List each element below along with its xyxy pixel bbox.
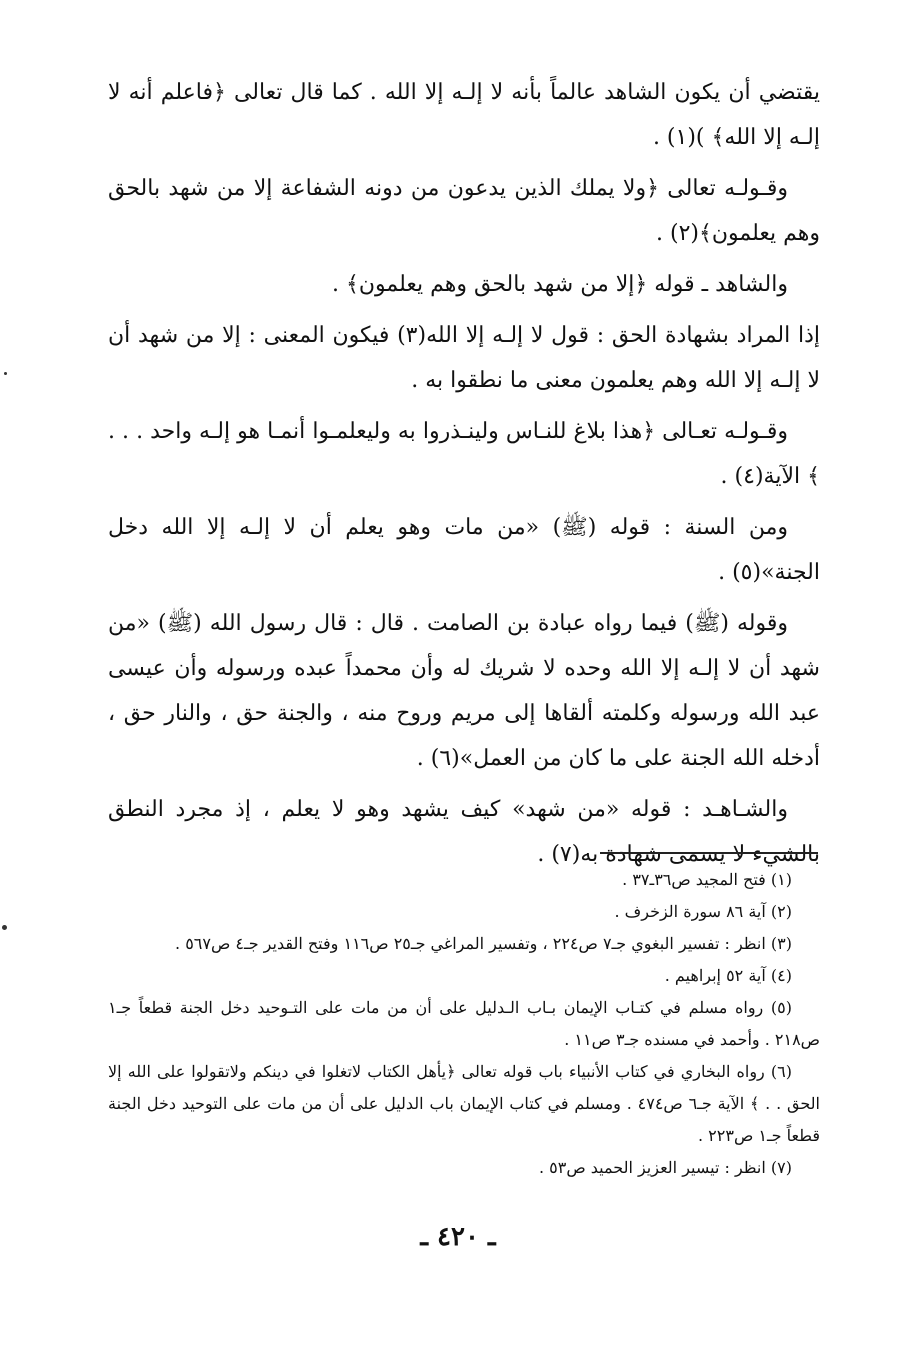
footnotes xyxy=(108,864,820,1184)
footnote-7: (٧) انظر : تيسير العزيز الحميد ص٥٣ . xyxy=(538,1158,792,1177)
footnote-2: (٢) آية ٨٦ سورة الزخرف . xyxy=(614,902,792,921)
footnote-1: (١) فتح المجيد ص٣٦ـ٣٧ . xyxy=(622,870,792,889)
paragraph-8: والشـاهـد : قوله «من شهد» كيف يشهد وهو لا يعلم ، إذ مجرد النطق بالشيء لا يسمى شهادة به(٧) . xyxy=(108,797,820,867)
paragraph-2: وقـولـه تعالى ﴿ولا يملك الذين يدعون من دونه الشفاعة إلا من شهد بالحق وهم يعلمون﴾(٢) . xyxy=(108,176,820,246)
footnote-5: (٥) رواه مسلم في كتـاب الإيمان بـاب الـدليل على أن من مات على التـوحيد دخل الجنة قطعاً جـ١ ص٢١٨ . وأحمد في مسنده جـ٣ ص١١ . xyxy=(108,998,820,1049)
paragraph-5: وقـولـه تعـالى ﴿هذا بلاغ للنـاس ولينـذروا به وليعلمـوا أنمـا هو إلـه واحد . . . ﴾ الآية(٤) . xyxy=(108,419,820,489)
page-number: ـ ٤٢٠ ـ xyxy=(420,1222,496,1252)
footnote-4: (٤) آية ٥٢ إبراهيم . xyxy=(664,966,792,985)
paragraph-4: إذا المراد بشهادة الحق : قول لا إلـه إلا الله(٣) فيكون المعنى : إلا من شهد أن لا إلـه إلا الله وهم يعلمون معنى ما نطقوا به . xyxy=(108,323,821,393)
footnote-6: (٦) رواه البخاري في كتاب الأنبياء باب قوله تعالى ﴿يأهل الكتاب لاتغلوا في دينكم ولاتقولوا على الله إلا الحق . . ﴾ الآية جـ٦ ص٤٧٤ . ومسلم في كتاب الإيمان باب الدليل على أن من مات على التوحيد دخل الجنة قطعاً جـ١ ص٢٢٣ . xyxy=(108,1062,820,1145)
paragraph-6: ومن السنة : قوله (ﷺ) «من مات وهو يعلم أن لا إلـه إلا الله دخل الجنة»(٥) . xyxy=(108,515,820,585)
footnote-3: (٣) انظر : تفسير البغوي جـ٧ ص٢٢٤ ، وتفسير المراغي جـ٢٥ ص١١٦ وفتح القدير جـ٤ ص٥٦٧ . xyxy=(175,934,792,953)
paragraph-1: يقتضي أن يكون الشاهد عالماً بأنه لا إلـه إلا الله . كما قال تعالى ﴿فاعلم أنه لا إلـه إلا الله﴾ )(١) . xyxy=(108,80,820,150)
paragraph-7: وقوله (ﷺ) فيما رواه عبادة بن الصامت . قال : قال رسول الله (ﷺ) «من شهد أن لا إلـه إلا الله وحده لا شريك له وأن محمداً عبده ورسوله وأن عيسى عبد الله ورسوله وكلمته ألقاها إلى مريم وروح منه ، والجنة حق ، والنار حق ، أدخله الله الجنة على ما كان من العمل»(٦) . xyxy=(108,611,820,771)
main-text xyxy=(108,70,820,883)
footnote-divider xyxy=(600,852,818,854)
scan-speck xyxy=(4,372,7,375)
scan-speck xyxy=(2,925,7,930)
paragraph-3: والشاهد ـ قوله ﴿إلا من شهد بالحق وهم يعلمون﴾ . xyxy=(332,272,788,297)
